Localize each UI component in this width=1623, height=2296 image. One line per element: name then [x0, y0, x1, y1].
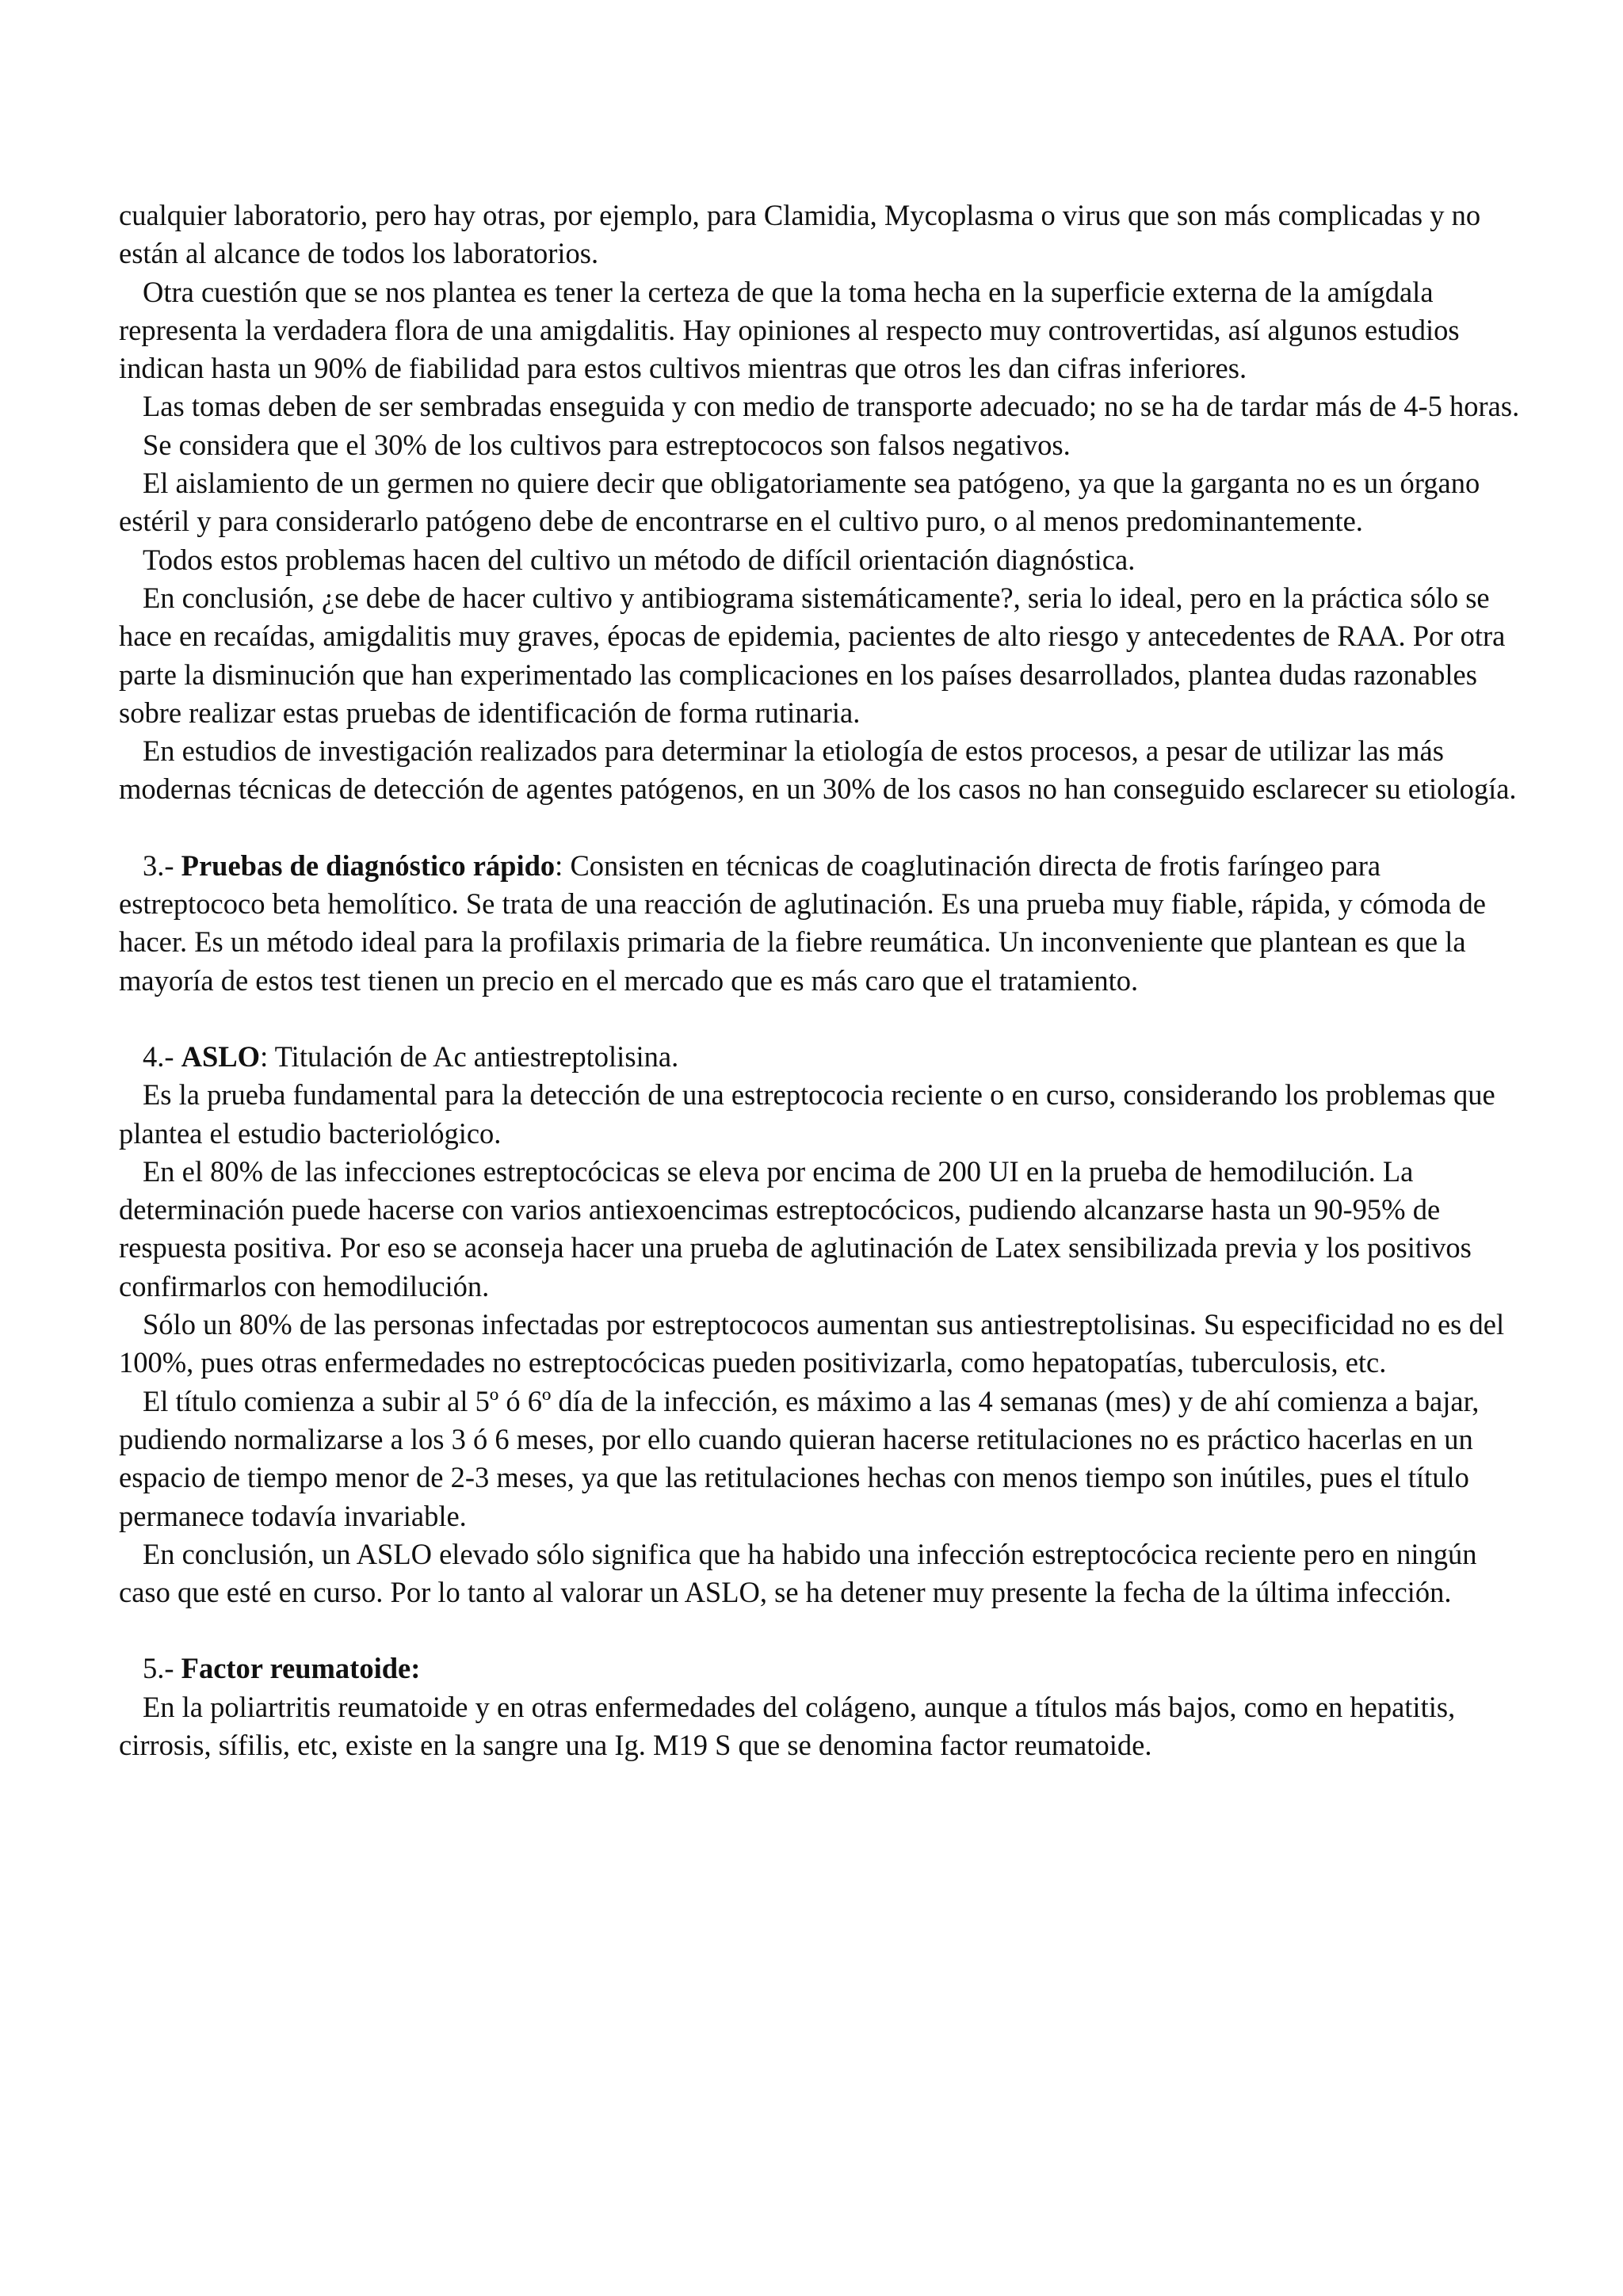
paragraph-culture-problems: Todos estos problemas hacen del cultivo un método de difícil orientación diagnóstica. [143, 543, 1136, 576]
section-gap [119, 1611, 1522, 1650]
section-4-body-paragraph: Sólo un 80% de las personas infectadas por estreptococos aumentan sus antiestreptolisinas. Su especificidad no es del 100%, pues otras enfermedades no estreptocócicas pueden positivizarla, como hepatopatías, tuberculosis, etc. [119, 1308, 1505, 1379]
paragraph-germ-isolation: El aislamiento de un germen no quiere decir que obligatoriamente sea patógeno, ya que la garganta no es un órgano estéril y para considerarlo patógeno debe de encontrarse en el cultivo puro, o al menos predominantemente. [119, 467, 1480, 538]
paragraph-tonsil-sample: Otra cuestión que se nos plantea es tener la certeza de que la toma hecha en la superficie externa de la amígdala representa la verdadera flora de una amigdalitis. Hay opiniones al respecto muy controvertidas, así algunos estudios indican hasta un 90% de fiabilidad para estos cultivos mientras que otros les dan cifras inferiores. [119, 275, 1460, 385]
section-4-body-paragraph: El título comienza a subir al 5º ó 6º día de la infección, es máximo a las 4 semanas (mes) y de ahí comienza a bajar, pudiendo normalizarse a los 3 ó 6 meses, por ello cuando quieran hacerse retitulaciones no es práctico hacerlas en un espacio de tiempo menor de 2-3 meses, ya que las retitulaciones hechas con menos tiempo son inútiles, pues el título permanece todavía invariable. [119, 1384, 1480, 1532]
section-5-heading: Factor reumatoide: [181, 1652, 421, 1685]
section-5-number: 5.- [143, 1652, 181, 1685]
document-page [119, 196, 1522, 1764]
paragraph-sample-transport: Las tomas deben de ser sembradas enseguida y con medio de transporte adecuado; no se ha de tardar más de 4-5 horas. [143, 390, 1520, 423]
section-4-heading: ASLO [181, 1039, 261, 1073]
section-gap [119, 1000, 1522, 1038]
section-3-number: 3.- [143, 849, 181, 882]
section-3-heading: Pruebas de diagnóstico rápido [181, 849, 556, 882]
section-4-paragraph [119, 1038, 1522, 1076]
section-5-body-paragraph: En la poliartritis reumatoide y en otras enfermedades del colágeno, aunque a títulos más bajos, como en hepatitis, cirrosis, sífilis, etc, existe en la sangre una Ig. M19 S que se denomina factor reumatoide. [119, 1690, 1456, 1761]
section-4-body-paragraph: Es la prueba fundamental para la detección de una estreptococia reciente o en curso, considerando los problemas que plantea el estudio bacteriológico. [119, 1078, 1495, 1150]
section-3-text: : Consisten en técnicas de coaglutinación directa de frotis faríngeo para estreptococo beta hemolítico. Se trata de una reacción de aglutinación. Es una prueba muy fiable, rápida, y cómoda de hacer. Es un método ideal para la profilaxis primaria de la fiebre reumática. Un inconveniente que plantean es que la mayoría de estos test tienen un precio en el mercado que es más caro que el tratamiento. [119, 849, 1486, 997]
paragraph-research-studies: En estudios de investigación realizados para determinar la etiología de estos procesos, a pesar de utilizar las más modernas técnicas de detección de agentes patógenos, en un 30% de los casos no han conseguido esclarecer su etiología. [119, 734, 1517, 806]
section-4-number: 4.- [143, 1039, 181, 1073]
paragraph-conclusion-culture: En conclusión, ¿se debe de hacer cultivo y antibiograma sistemáticamente?, seria lo ideal, pero en la práctica sólo se hace en recaídas, amigdalitis muy graves, épocas de epidemia, pacientes de alto riesgo y antecedentes de RAA. Por otra parte la disminución que han experimentado las complicaciones en los países desarrollados, plantea dudas razonables sobre realizar estas pruebas de identificación de forma rutinaria. [119, 581, 1506, 729]
section-3-paragraph [119, 847, 1522, 1000]
section-4-body-paragraph: En conclusión, un ASLO elevado sólo significa que ha habido una infección estreptocócica reciente pero en ningún caso que esté en curso. Por lo tanto al valorar un ASLO, se ha detener muy presente la fecha de la última infección. [119, 1537, 1477, 1609]
section-4-text: : Titulación de Ac antiestreptolisina. [260, 1039, 679, 1073]
section-gap [119, 809, 1522, 847]
paragraph-continuation: cualquier laboratorio, pero hay otras, por ejemplo, para Clamidia, Mycoplasma o virus que son más complicadas y no están al alcance de todos los laboratorios. [119, 199, 1481, 270]
section-5-paragraph [119, 1650, 1522, 1688]
paragraph-false-negatives: Se considera que el 30% de los cultivos para estreptococos son falsos negativos. [143, 428, 1071, 461]
section-4-body-paragraph: En el 80% de las infecciones estreptocócicas se eleva por encima de 200 UI en la prueba de hemodilución. La determinación puede hacerse con varios antiexoencimas estreptocócicos, pudiendo alcanzarse hasta un 90-95% de respuesta positiva. Por eso se aconseja hacer una prueba de aglutinación de Latex sensibilizada previa y los positivos confirmarlos con hemodilución. [119, 1154, 1472, 1302]
